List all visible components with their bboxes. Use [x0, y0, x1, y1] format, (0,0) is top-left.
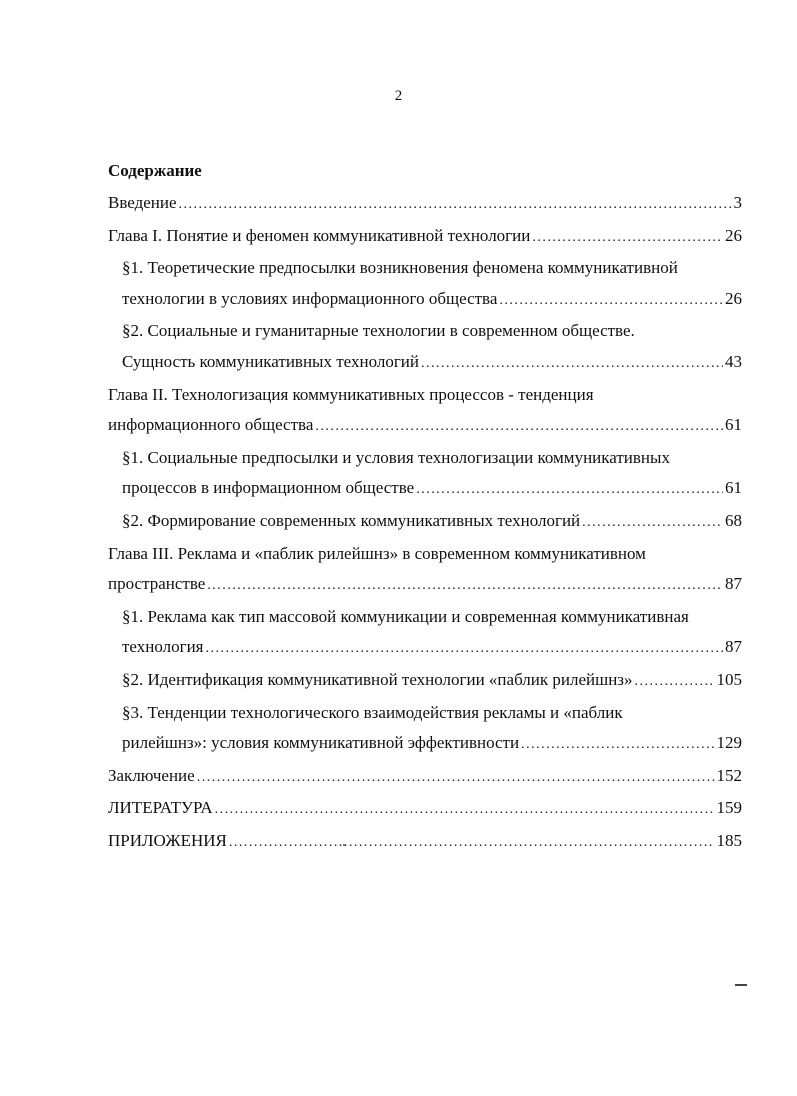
- toc-entry-leader-line: [122, 632, 742, 665]
- dot-leader: [421, 349, 723, 380]
- scan-dash: [735, 984, 747, 986]
- toc-entry-title: технологии в условиях информационного общества: [122, 288, 498, 308]
- toc-chapter-entry[interactable]: [108, 188, 742, 221]
- toc-entry-leader-line: [108, 793, 742, 826]
- scan-speck: [343, 844, 345, 846]
- toc-entry-leader-line: [122, 506, 742, 539]
- dot-leader: [215, 795, 715, 826]
- dot-leader: [635, 667, 715, 698]
- dot-leader: [532, 223, 723, 254]
- toc-page-number: 61: [725, 478, 742, 498]
- toc-page-number: 105: [716, 669, 742, 689]
- toc-entry-title: пространстве: [108, 574, 206, 594]
- dot-leader: [416, 475, 723, 506]
- toc-entry-title: ПРИЛОЖЕНИЯ: [108, 830, 227, 850]
- toc-entry-title: §2. Идентификация коммуникативной технологии «паблик рилейшнз»: [122, 669, 633, 689]
- toc-entry-line: §1. Теоретические предпосылки возникновения феномена коммуникативной: [122, 258, 678, 278]
- toc-entry-title: рилейшнз»: условия коммуникативной эффективности: [122, 733, 520, 753]
- page-number: 2: [394, 88, 403, 104]
- toc-chapter-entry[interactable]: [108, 793, 742, 826]
- toc-section-entry[interactable]: [108, 316, 742, 379]
- toc-section-entry[interactable]: [108, 253, 742, 316]
- dot-leader: [229, 828, 715, 859]
- toc-entry-title: Сущность коммуникативных технологий: [122, 351, 419, 371]
- toc-entry-leader-line: [122, 473, 742, 506]
- toc-entry-leader-line: [122, 728, 742, 761]
- toc-page-number: 152: [716, 765, 742, 785]
- toc-entry-title: ЛИТЕРАТУРА: [108, 798, 213, 818]
- toc-page-number: 129: [716, 733, 742, 753]
- toc-entry-leader-line: [108, 188, 742, 221]
- toc-page-number: 3: [733, 193, 742, 212]
- toc-entry-line: §2. Социальные и гуманитарные технологии в современном обществе.: [122, 321, 635, 341]
- toc-entry-leader-line: [122, 284, 742, 317]
- toc-entry-title: технология: [122, 637, 204, 657]
- toc-entry-leader-line: [122, 665, 742, 698]
- toc-page-number: 43: [725, 351, 742, 371]
- toc-entry-title: Заключение: [108, 765, 195, 785]
- toc-page-number: 159: [716, 798, 742, 818]
- dot-leader: [521, 730, 714, 761]
- toc-entry-line: §1. Социальные предпосылки и условия технологизации коммуникативных: [122, 447, 670, 467]
- toc-section-entry[interactable]: [108, 443, 742, 506]
- toc-page-number: 87: [725, 574, 742, 594]
- toc-page-number: 61: [725, 415, 742, 435]
- dot-leader: [499, 286, 723, 317]
- dot-leader: [197, 763, 715, 794]
- toc-entry-title: §2. Формирование современных коммуникативных технологий: [122, 510, 581, 530]
- table-of-contents: [108, 188, 742, 858]
- toc-chapter-entry[interactable]: [108, 221, 742, 254]
- toc-page-number: 26: [725, 288, 742, 308]
- toc-section-entry[interactable]: [108, 698, 742, 761]
- toc-page-number: 26: [725, 225, 742, 245]
- toc-chapter-entry[interactable]: [108, 761, 742, 794]
- toc-section-entry[interactable]: [108, 506, 742, 539]
- toc-entry-title: информационного общества: [108, 415, 314, 435]
- toc-page-number: 185: [716, 830, 742, 850]
- toc-entry-leader-line: [108, 761, 742, 794]
- dot-leader: [582, 508, 723, 539]
- toc-page-number: 87: [725, 637, 742, 657]
- toc-chapter-entry[interactable]: [108, 539, 742, 602]
- toc-entry-leader-line: [108, 569, 742, 602]
- toc-chapter-entry[interactable]: [108, 826, 742, 859]
- toc-section-entry[interactable]: [108, 665, 742, 698]
- toc-entry-line: §1. Реклама как тип массовой коммуникации и современная коммуникативная: [122, 606, 689, 626]
- toc-chapter-entry[interactable]: [108, 380, 742, 443]
- toc-entry-title: Введение: [108, 193, 177, 212]
- toc-entry-title: процессов в информационном обществе: [122, 478, 415, 498]
- dot-leader: [207, 571, 723, 602]
- toc-entry-line: Глава III. Реклама и «паблик рилейшнз» в современном коммуникативном: [108, 543, 646, 563]
- toc-entry-leader-line: [108, 826, 742, 859]
- toc-page-number: 68: [725, 510, 742, 530]
- dot-leader: [206, 634, 724, 665]
- toc-entry-leader-line: [108, 221, 742, 254]
- toc-entry-line: §3. Тенденции технологического взаимодействия рекламы и «паблик: [122, 702, 623, 722]
- dot-leader: [179, 190, 732, 221]
- dot-leader: [315, 412, 723, 443]
- toc-heading: Содержание: [108, 161, 202, 180]
- toc-section-entry[interactable]: [108, 602, 742, 665]
- toc-entry-title: Глава I. Понятие и феномен коммуникативной технологии: [108, 225, 531, 245]
- toc-entry-line: Глава II. Технологизация коммуникативных процессов - тенденция: [108, 384, 594, 404]
- toc-entry-leader-line: [108, 410, 742, 443]
- toc-entry-leader-line: [122, 347, 742, 380]
